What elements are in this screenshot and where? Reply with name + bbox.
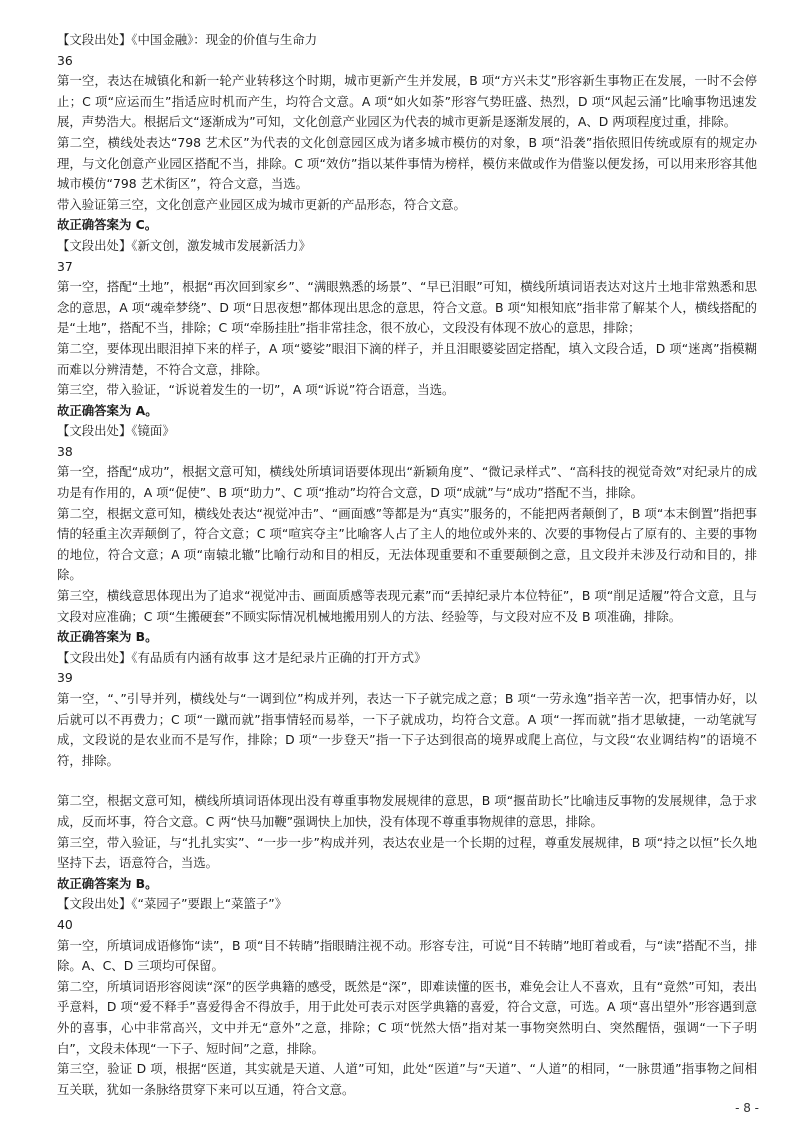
analysis-paragraph: 第三空，带入验证，与“扎扎实实”、“一步一步”构成并列，表达农业是一个长期的过程，尊重发展规律，B 项“持之以恒”长久地坚持下去，语意符合，当选。 xyxy=(57,834,757,871)
analysis-paragraph: 第二空，所填词语形容阅读“深”的医学典籍的感受，既然是“深”，即难读懂的医书，难免会让人不喜欢，且有“竟然”可知，表出乎意料，D 项“爱不释手”喜爱得舍不得放手，用于此处可表示对医学典籍的喜爱，符合文意，可选。A 项“喜出望外”形容遇到意外的喜事，心中非常高兴，文中并无“意外”之意，排除；C 项“恍然大悟”指对某一事物突然明白、突然醒悟，强调“一下子明白”，文段未体现“一下子、短时间”之意，排除。 xyxy=(57,978,757,1056)
source-line: 【文段出处】《镜面》 xyxy=(57,423,175,439)
question-number: 36 xyxy=(57,52,73,68)
analysis-paragraph: 带入验证第三空，文化创意产业园区成为城市更新的产品形态，符合文意。 xyxy=(57,196,466,212)
source-line: 【文段出处】《中国金融》：现金的价值与生命力 xyxy=(57,32,318,47)
analysis-paragraph: 第一空，搭配“成功”，根据文意可知，横线处所填词语要体现出“新颖角度”、“微记录样式”、“高科技的视觉奇效”对纪录片的成功是有作用的，A 项“促使”、B 项“助力”、C 项“推动”均符合文意，D 项“成就”与“成功”搭配不当，排除。 xyxy=(57,464,757,501)
question-number: 39 xyxy=(57,670,73,686)
source-line: 【文段出处】《有品质有内涵有故事 这才是纪录片正确的打开方式》 xyxy=(57,649,427,665)
analysis-paragraph: 第三空，横线意思体现出为了追求“视觉冲击、画面质感等表现元素”而“丢掉纪录片本位特征”，B 项“削足适履”符合文意，且与文段对应准确；C 项“生搬硬套”不顾实际情况机械地搬用别人的方法、经验等，与文段对应不及 B 项准确，排除。 xyxy=(57,588,757,624)
question-number: 40 xyxy=(57,916,73,932)
analysis-paragraph: 第二空，根据文意可知，横线处表达“视觉冲击”、“画面感”等都是为“真实”服务的，不能把两者颠倒了，B 项“本末倒置”指把事情的轻重主次弄颠倒了，符合文意；C 项“喧宾夺主”比喻客人占了主人的地位或外来的、次要的事物侵占了原有的、主要的事物的地位，符合文意；A 项“南辕北辙”比喻行动和目的相反，无法体现重要和不重要颠倒之意，且文段并未涉及行动和目的，排除。 xyxy=(57,505,757,583)
answer-line: 故正确答案为 C。 xyxy=(57,217,158,233)
analysis-paragraph: 第三空，带入验证，“诉说着发生的一切”，A 项“诉说”符合语意，当选。 xyxy=(57,382,455,398)
analysis-paragraph: 第一空，所填词成语修饰“读”，B 项“目不转睛”指眼睛注视不动。形容专注，可说“目不转睛”地盯着或看，与“读”搭配不当，排除。A、C、D 三项均可保留。 xyxy=(57,937,757,974)
question-number: 38 xyxy=(57,443,73,459)
page-content xyxy=(57,30,757,1100)
answer-line: 故正确答案为 B。 xyxy=(57,875,158,891)
source-line: 【文段出处】《“菜园子”要跟上“菜篮子”》 xyxy=(57,896,288,912)
answer-line: 故正确答案为 A。 xyxy=(57,402,158,418)
analysis-paragraph: 第三空，验证 D 项，根据“医道，其实就是天道、人道”可知，此处“医道”与“天道”、“人道”的相同，“一脉贯通”指事物之间相互关联，犹如一条脉络贯穿下来可以互通，符合文意。 xyxy=(57,1061,757,1097)
answer-line: 故正确答案为 B。 xyxy=(57,629,158,645)
analysis-paragraph: 第一空，“、”引导并列，横线处与“一调到位”构成并列，表达一下子就完成之意；B 项“一劳永逸”指辛苦一次，把事情办好，以后就可以不再费力；C 项“一蹴而就”指事情轻而易举，一下子就成功，均符合文意。A 项“一挥而就”指才思敏捷，一动笔就写成，文段说的是农业而不是写作，排除；D 项“一步登天”指一下子达到很高的境界或爬上高位，与文段“农业调结构”的语境不符，排除。 xyxy=(57,691,757,768)
analysis-paragraph: 第二空，横线处表达“798 艺术区”为代表的文化创意园区成为诸多城市模仿的对象，B 项“沿袭”指依照旧传统或原有的规定办理，与文化创意产业园区搭配不当，排除。C 项“效仿”指以某件事情为榜样，模仿来做或作为借鉴以便发扬，可以用来形容其他城市模仿“798 艺术街区”，符合文意，当选。 xyxy=(57,134,757,192)
analysis-paragraph: 第二空，要体现出眼泪掉下来的样子，A 项“婆娑”眼泪下滴的样子，并且泪眼婆娑固定搭配，填入文段合适，D 项“迷离”指模糊而难以分辨清楚，不符合文意，排除。 xyxy=(57,340,757,377)
page-number: - 8 - xyxy=(735,1101,759,1115)
analysis-paragraph: 第一空，表达在城镇化和新一轮产业转移这个时期，城市更新产生并发展，B 项“方兴未艾”形容新生事物正在发展，一时不会停止；C 项“应运而生”指适应时机而产生，均符合文意。A 项“如火如荼”形容气势旺盛、热烈，D 项“风起云涌”比喻事物迅速发展，声势浩大。根据后文“逐渐成为”可知，文化创意产业园区为代表的城市更新是逐渐发展的，A、D 两项程度过重，排除。 xyxy=(57,73,757,130)
analysis-paragraph: 第二空，根据文意可知，横线所填词语体现出没有尊重事物发展规律的意思，B 项“揠苗助长”比喻违反事物的发展规律，急于求成，反而坏事，符合文意。C 两“快马加鞭”强调快上加快，没有体现不尊重事物规律的意思，排除。 xyxy=(57,793,757,829)
question-number: 37 xyxy=(57,258,73,274)
blank-line xyxy=(57,771,757,791)
analysis-paragraph: 第一空，搭配“土地”，根据“再次回到家乡”、“满眼熟悉的场景”、“早已泪眼”可知，横线所填词语表达对这片土地非常熟悉和思念的意思，A 项“魂牵梦绕”、D 项“日思夜想”都体现出思念的意思，符合文意。B 项“知根知底”指非常了解某个人，横线搭配的是“土地”，搭配不当，排除；C 项“牵肠挂肚”指非常挂念，很不放心，文段没有体现不放心的意思，排除； xyxy=(57,279,757,336)
source-line: 【文段出处】《新文创，激发城市发展新活力》 xyxy=(57,237,312,253)
